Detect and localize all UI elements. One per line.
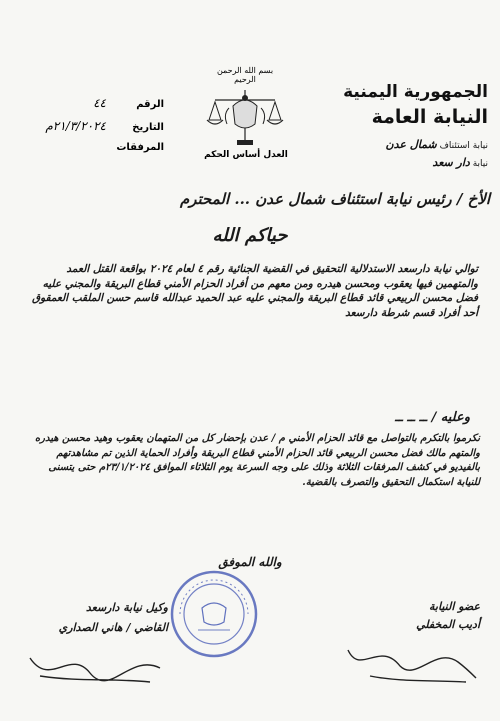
request-lead: وعليه / ــ ــ ــ <box>395 410 470 425</box>
country-name: الجمهورية اليمنية <box>343 82 488 102</box>
left-signature-name: القاضي / هاني الصداري <box>58 621 168 634</box>
right-signature-title: عضو النيابة <box>429 600 480 613</box>
right-signature-block <box>340 598 480 634</box>
authority-name: النيابة العامة <box>371 106 488 128</box>
attachments-label: المرفقات <box>116 142 164 153</box>
left-signature-title: وكيل نيابة دارسعد <box>85 601 168 614</box>
greeting: حياكم الله <box>212 225 288 246</box>
date-row <box>14 119 164 133</box>
attachments-row <box>14 142 164 153</box>
ref-label: الرقم <box>136 99 164 110</box>
motto: العدل أساس الحكم <box>204 150 288 160</box>
branch-label: نيابة <box>472 159 488 169</box>
office-value: شمال عدن <box>385 138 437 151</box>
office-label: نيابة استئناف <box>439 141 488 151</box>
addressee: الأخ / رئيس نيابة استئناف شمال عدن ... المحترم <box>179 190 490 208</box>
ref-value: ٤٤ <box>93 96 106 110</box>
basmala: بسم الله الرحمن الرحيم <box>216 66 274 84</box>
closing-line: والله الموفق <box>218 555 282 569</box>
body-paragraph-2: نكرموا بالتكرم بالتواصل مع قائد الحزام الأمني م / عدن بإحضار كل من المتهمان يعقوب وهيد محسن هيدره والمتهم مالك فضل محسن الربيعي قائد الحزام الأمني قطاع البريقة وأفراد الحماية الذين تم مشاهدتهم بالفيديو في كشف المرفقات الثلاثة وذلك على وجه السرعة يوم الثلاثاء الموافق ٢٣/١/٢٠٢٤م حتى يتسنى للنيابة استكمال التحقيق والتصرف بالقضية. <box>34 433 480 488</box>
date-label: التاريخ <box>132 122 164 133</box>
justice-scales-eagle-emblem-icon <box>205 84 285 150</box>
reference-block <box>14 96 164 162</box>
ref-row <box>14 96 164 110</box>
official-seal-stamp-icon <box>168 568 260 660</box>
body-paragraph-1: توالي نيابة دارسعد الاستدلالية التحقيق في القضية الجنائية رقم ٤ لعام ٢٠٢٤ بواقعة القتل العمد والمتهمين فيها يعقوب ومحسن هيدره ومن معهم من أفراد الحزام الأمني قطاع البريقة والمجني عليه فضل محسن الربيعي قائد قطاع البريقة والمجني عليه عبد الحميد عبدالله قاسم حسن الملقب العمقوق أحد أفراد قسم شرطة دارسعد <box>31 263 478 319</box>
branch-line <box>338 156 488 169</box>
right-signature-name: أديب المخفلي <box>416 618 480 631</box>
office-line <box>338 138 488 151</box>
left-handwritten-signature <box>20 648 170 688</box>
branch-value: دار سعد <box>432 156 470 169</box>
letterhead <box>338 82 488 169</box>
date-value: ٢١/٣/٢٠٢٤م <box>45 119 106 133</box>
left-signature-block <box>18 598 168 638</box>
right-handwritten-signature <box>340 636 480 686</box>
